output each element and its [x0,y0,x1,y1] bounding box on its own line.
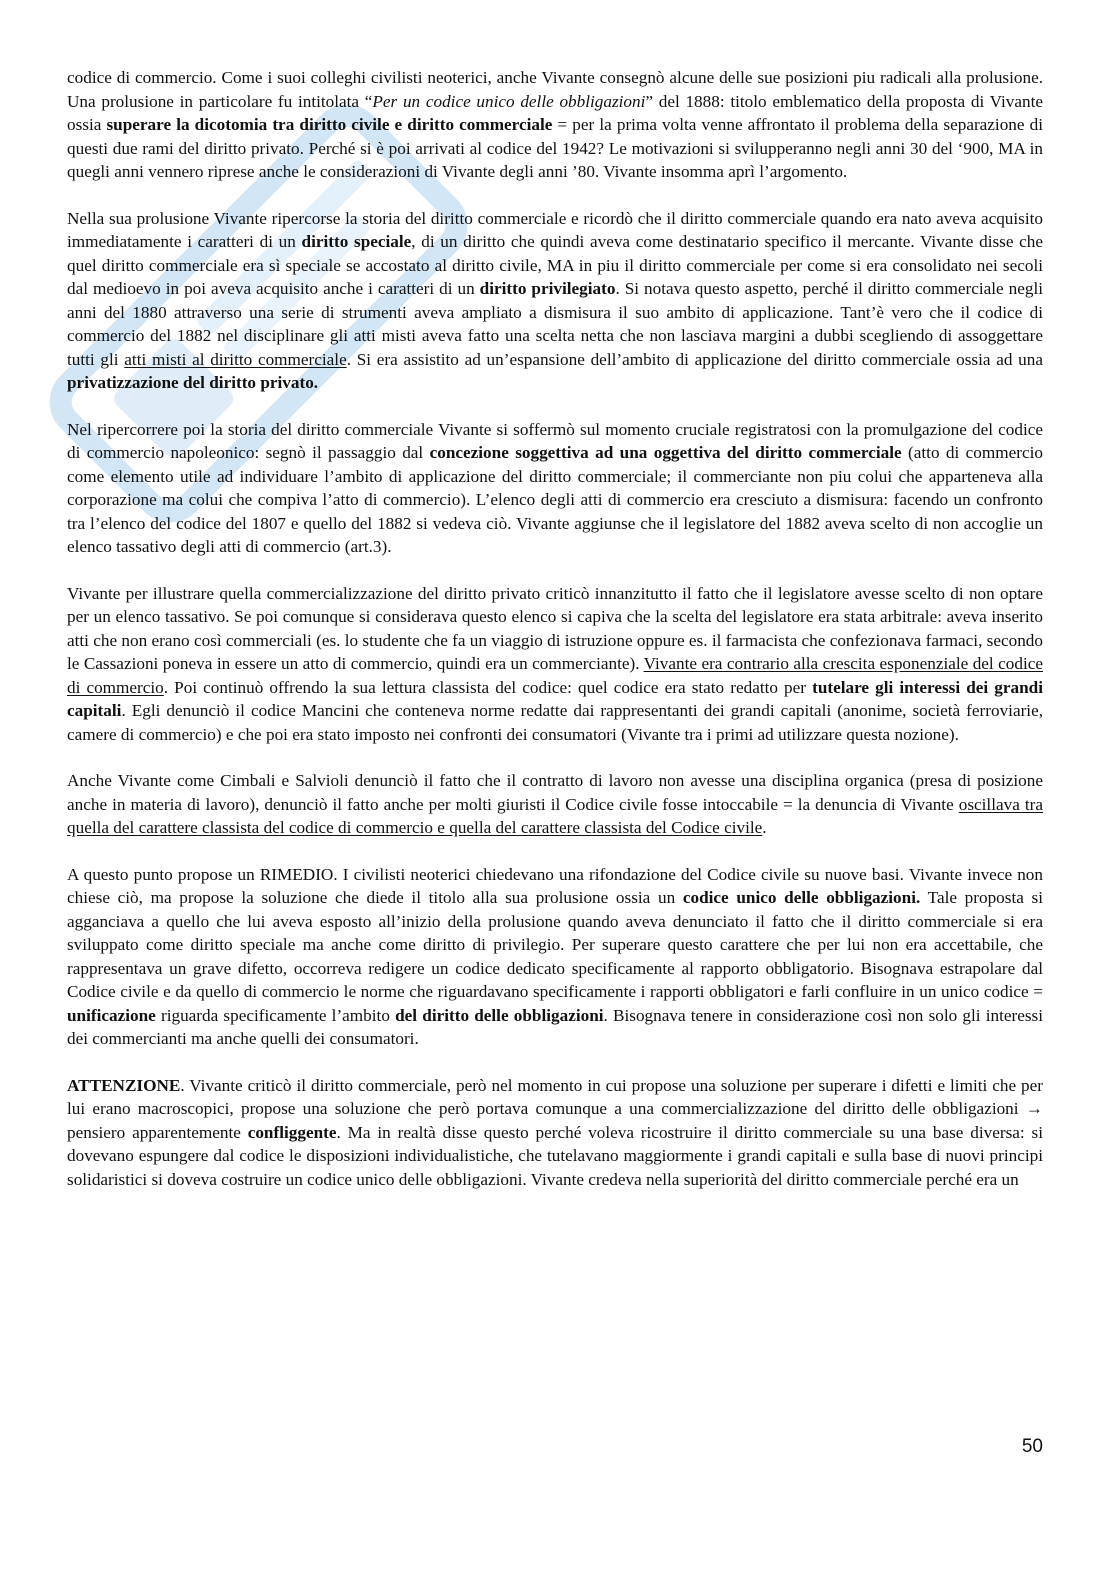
bold-text: ATTENZIONE [67,1075,181,1095]
text-run: (atto di commercio come elemento utile ad individuare l’ambito di applicazione del diritto commerciale; il commerciante non piu colui che apparteneva alla corporazione ma colui che compiva l’atto di commercio). L’elenco degli atti di commercio era cresciuto a dismisura: facendo un confronto tra l’elenco del codice del 1807 e quello del 1882 si vedeva ciò. Vivante aggiunse che il legislatore del 1882 aveva scelto di non accoglie un elenco tassativo degli atti di commercio (art.3). [67,443,1043,556]
bold-text: diritto privilegiato [479,279,616,298]
bold-text: privatizzazione del diritto privato. [67,373,319,392]
bold-text: unificazione [67,1005,156,1025]
document-body [67,66,1043,1214]
bold-text: del diritto delle obbligazioni [395,1005,604,1025]
text-run: = per la prima volta venne affrontato il problema della separazione di questi due rami del diritto privato. Perché si è poi arrivati al codice del 1942? Le motivazioni si svilupperanno negli anni 30 del ‘900, MA in quegli anni vennero riprese anche le considerazioni di Vivante degli anni ’80. Vivante insomma aprì l’argomento. [67,115,1043,181]
italic-text: Per un codice unico delle obbligazioni [372,91,646,111]
paragraph-1 [67,66,1043,184]
text-run: . Vivante criticò il diritto commerciale, però nel momento in cui propose una soluzione per superare i difetti e limiti che per lui erano macroscopici, propose una soluzione che però portava comunque a una commercializzazione del diritto delle obbligazioni → pensiero apparentemente [67,1075,1043,1142]
bold-text: superare la dicotomia tra diritto civile e diritto commerciale [106,115,553,134]
underlined-text: oscillava tra quella del carattere classista del codice di commercio e quella del carattere classista del Codice civile [67,794,1043,837]
text-run: ” del 1888: titolo emblematico della proposta di Vivante ossia [67,91,1043,134]
paragraph-5 [67,769,1043,840]
page-number: 50 [1021,1436,1043,1457]
paragraph-7 [67,1074,1043,1192]
bold-text: diritto speciale [301,232,412,251]
text-run: codice di commercio. Come i suoi colleghi civilisti neoterici, anche Vivante consegnò alcune delle sue posizioni piu radicali alla prolusione. Una prolusione in particolare fu intitolata “ [67,68,1043,111]
text-run: Nella sua prolusione Vivante ripercorse la storia del diritto commerciale e ricordò che il diritto commerciale quando era nato aveva acquisito immediatamente i caratteri di un [67,208,1043,251]
text-run: riguarda specificamente l’ambito [155,1005,396,1025]
text-run: Tale proposta si agganciava a quello che lui aveva esposto all’inizio della prolusione quando aveva denunciato il fatto che il diritto commerciale si era sviluppato come diritto speciale ma anche come diritto di privilegio. Per superare questo carattere che per lui non era accettabile, che rappresentava un grave difetto, occorreva redigere un codice dedicato specificamente al rapporto obbligatorio. Bisognava estrapolare dal Codice civile e da quello di commercio le norme che riguardavano specificamente i rapporti obbligatori e farli confluire in un unico codice = [67,888,1043,1001]
text-run: . Si notava questo aspetto, perché il diritto commerciale negli anni del 1880 attraverso una serie di strumenti aveva ampliato a dismisura il suo ambito di applicazione. Tant’è vero che il codice di commercio del 1882 nel disciplinare gli atti misti aveva fatto una scelta netta che non lasciava margini a dubbi scegliendo di assoggettare tutti gli [67,279,1043,369]
text-run: Vivante per illustrare quella commercializzazione del diritto privato criticò innanzitutto il fatto che il legislatore avesse scelto di non optare per un elenco tassativo. Se poi comunque si considerava questo elenco si capiva che la scelta del legislatore era stata arbitrale: aveva inserito atti che non erano così commerciali (es. lo studente che fa un viaggio di istruzione oppure es. il farmacista che confezionava farmaci, secondo le Cassazioni poneva in essere un atto di commercio, quindi era un commerciante). [67,583,1043,673]
paragraph-3 [67,418,1043,559]
text-run: . Si era assistito ad un’espansione dell’ambito di applicazione del diritto commerciale ossia ad una [346,349,1043,369]
bold-text: confliggente [247,1122,337,1142]
bold-text: tutelare gli interessi dei grandi capitali [67,677,1043,720]
text-run: . Bisognava tenere in considerazione così non solo gli interessi dei commercianti ma anche quelli dei consumatori. [67,1005,1044,1048]
underlined-text: atti misti al diritto commerciale [124,349,347,369]
text-run: A questo punto propose un RIMEDIO. I civilisti neoterici chiedevano una rifondazione del Codice civile su nuove basi. Vivante invece non chiese ciò, ma propose la soluzione che diede il titolo alla sua prolusione ossia un [67,864,1043,907]
text-run: Anche Vivante come Cimbali e Salvioli denunciò il fatto che il contratto di lavoro non avesse una disciplina organica (presa di posizione anche in materia di lavoro), denunciò il fatto anche per molti giuristi il Codice civile fosse intoccabile = la denuncia di Vivante [67,771,1043,814]
text-run: . Poi continuò offrendo la sua lettura classista del codice: quel codice era stato redatto per [163,677,813,697]
paragraph-4 [67,582,1043,747]
text-run: . [762,818,767,837]
bold-text: codice unico delle obbligazioni. [682,888,921,907]
text-run: . Ma in realtà disse questo perché voleva ricostruire il diritto commerciale su una base diversa: si dovevano espungere dal codice le disposizioni individualistiche, che tutelavano maggiormente i grandi capitali e sulla base di nuovi principi solidaristici si doveva costruire un codice unico delle obbligazioni. Vivante credeva nella superiorità del diritto commerciale perché era un [67,1122,1043,1189]
text-run: . Egli denunciò il codice Mancini che conteneva norme redatte dai rappresentanti dei grandi capitali (anonime, società ferroviarie, camere di commercio) e che poi era stato imposto nei confronti dei consumatori (Vivante tra i primi ad utilizzare questa nozione). [67,701,1043,744]
text-run: Nel ripercorrere poi la storia del diritto commerciale Vivante si soffermò sul momento cruciale registratosi con la promulgazione del codice di commercio napoleonico: segnò il passaggio dal [67,419,1043,462]
bold-text: concezione soggettiva ad una oggettiva del diritto commerciale [429,443,902,462]
paragraph-6 [67,863,1043,1051]
text-run: , di un diritto che quindi aveva come destinatario specifico il mercante. Vivante disse che quel diritto commerciale era sì speciale se accostato al diritto civile, MA in piu il diritto commerciale per come si era consolidato nei secoli dal medioevo in poi aveva acquisito anche i caratteri di un [67,232,1043,298]
paragraph-2 [67,207,1043,395]
underlined-text: Vivante era contrario alla crescita esponenziale del codice di commercio [67,654,1043,697]
